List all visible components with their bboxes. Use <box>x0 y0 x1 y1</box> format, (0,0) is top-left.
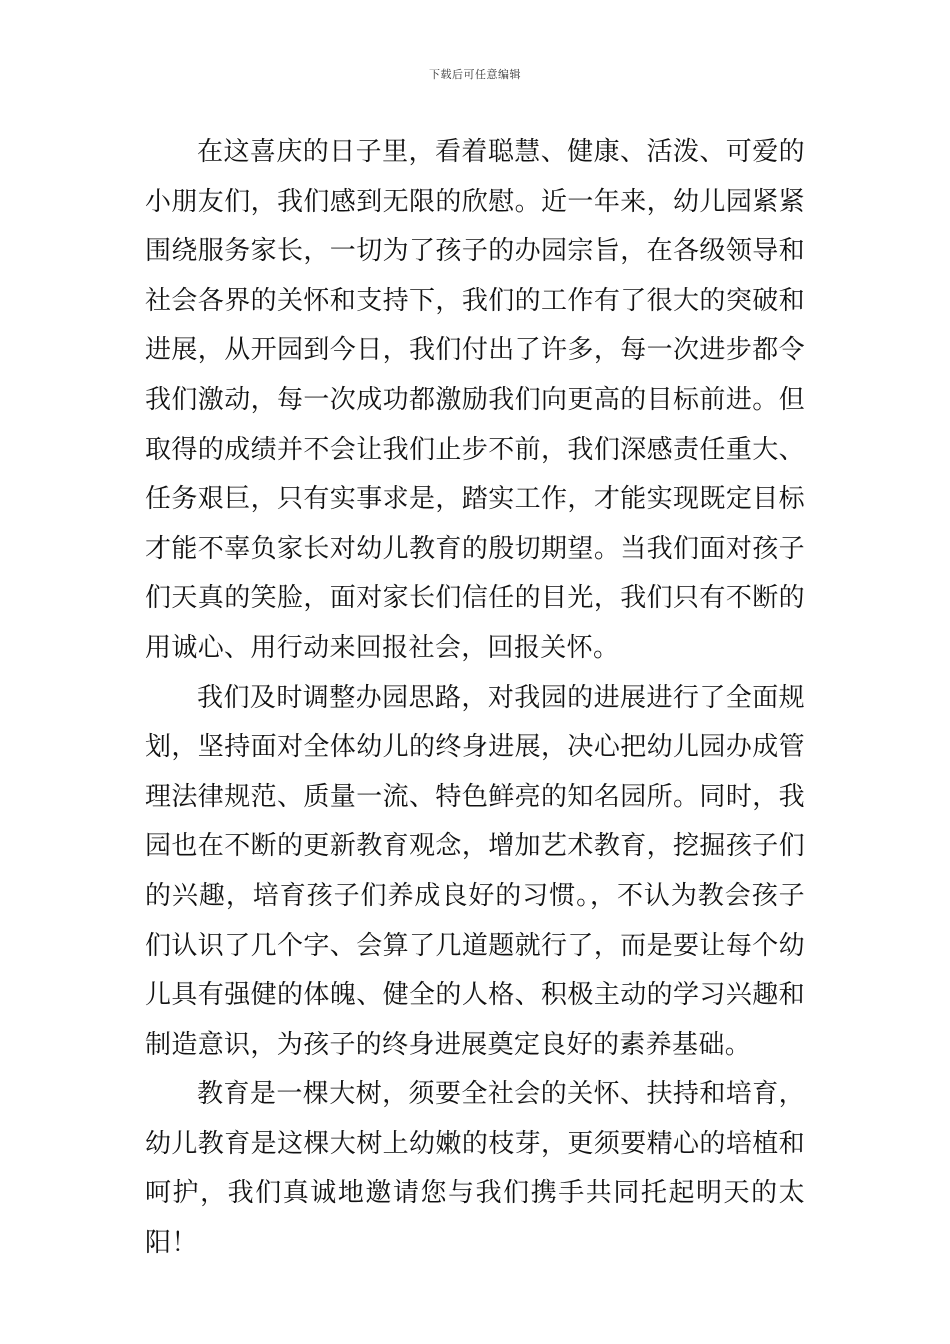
paragraph-3: 教育是一棵大树，须要全社会的关怀、扶持和培育，幼儿教育是这棵大树上幼嫩的枝芽，更须要精心的培植和呵护，我们真诚地邀请您与我们携手共同托起明天的太阳！ <box>145 1079 805 1259</box>
document-body <box>145 128 805 1269</box>
page-header: 下载后可任意编辑 <box>429 68 521 81</box>
paragraph-2: 我们及时调整办园思路，对我园的进展进行了全面规划，坚持面对全体幼儿的终身进展，决心把幼儿园办成管理法律规范、质量一流、特色鲜亮的知名园所。同时，我园也在不断的更新教育观念，增加艺术教育，挖掘孩子们的兴趣，培育孩子们养成良好的习惯。，不认为教会孩子们认识了几个字、会算了几道题就行了，而是要让每个幼儿具有强健的体魄、健全的人格、积极主动的学习兴趣和制造意识，为孩子的终身进展奠定良好的素养基础。 <box>145 682 805 1060</box>
paragraph-1: 在这喜庆的日子里，看着聪慧、健康、活泼、可爱的小朋友们，我们感到无限的欣慰。近一年来，幼儿园紧紧围绕服务家长，一切为了孩子的办园宗旨，在各级领导和社会各界的关怀和支持下，我们的工作有了很大的突破和进展，从开园到今日，我们付出了许多，每一次进步都令我们激动，每一次成功都激励我们向更高的目标前进。但取得的成绩并不会让我们止步不前，我们深感责任重大、任务艰巨，只有实事求是，踏实工作，才能实现既定目标才能不辜负家长对幼儿教育的殷切期望。当我们面对孩子们天真的笑脸，面对家长们信任的目光，我们只有不断的用诚心、用行动来回报社会，回报关怀。 <box>145 137 805 663</box>
